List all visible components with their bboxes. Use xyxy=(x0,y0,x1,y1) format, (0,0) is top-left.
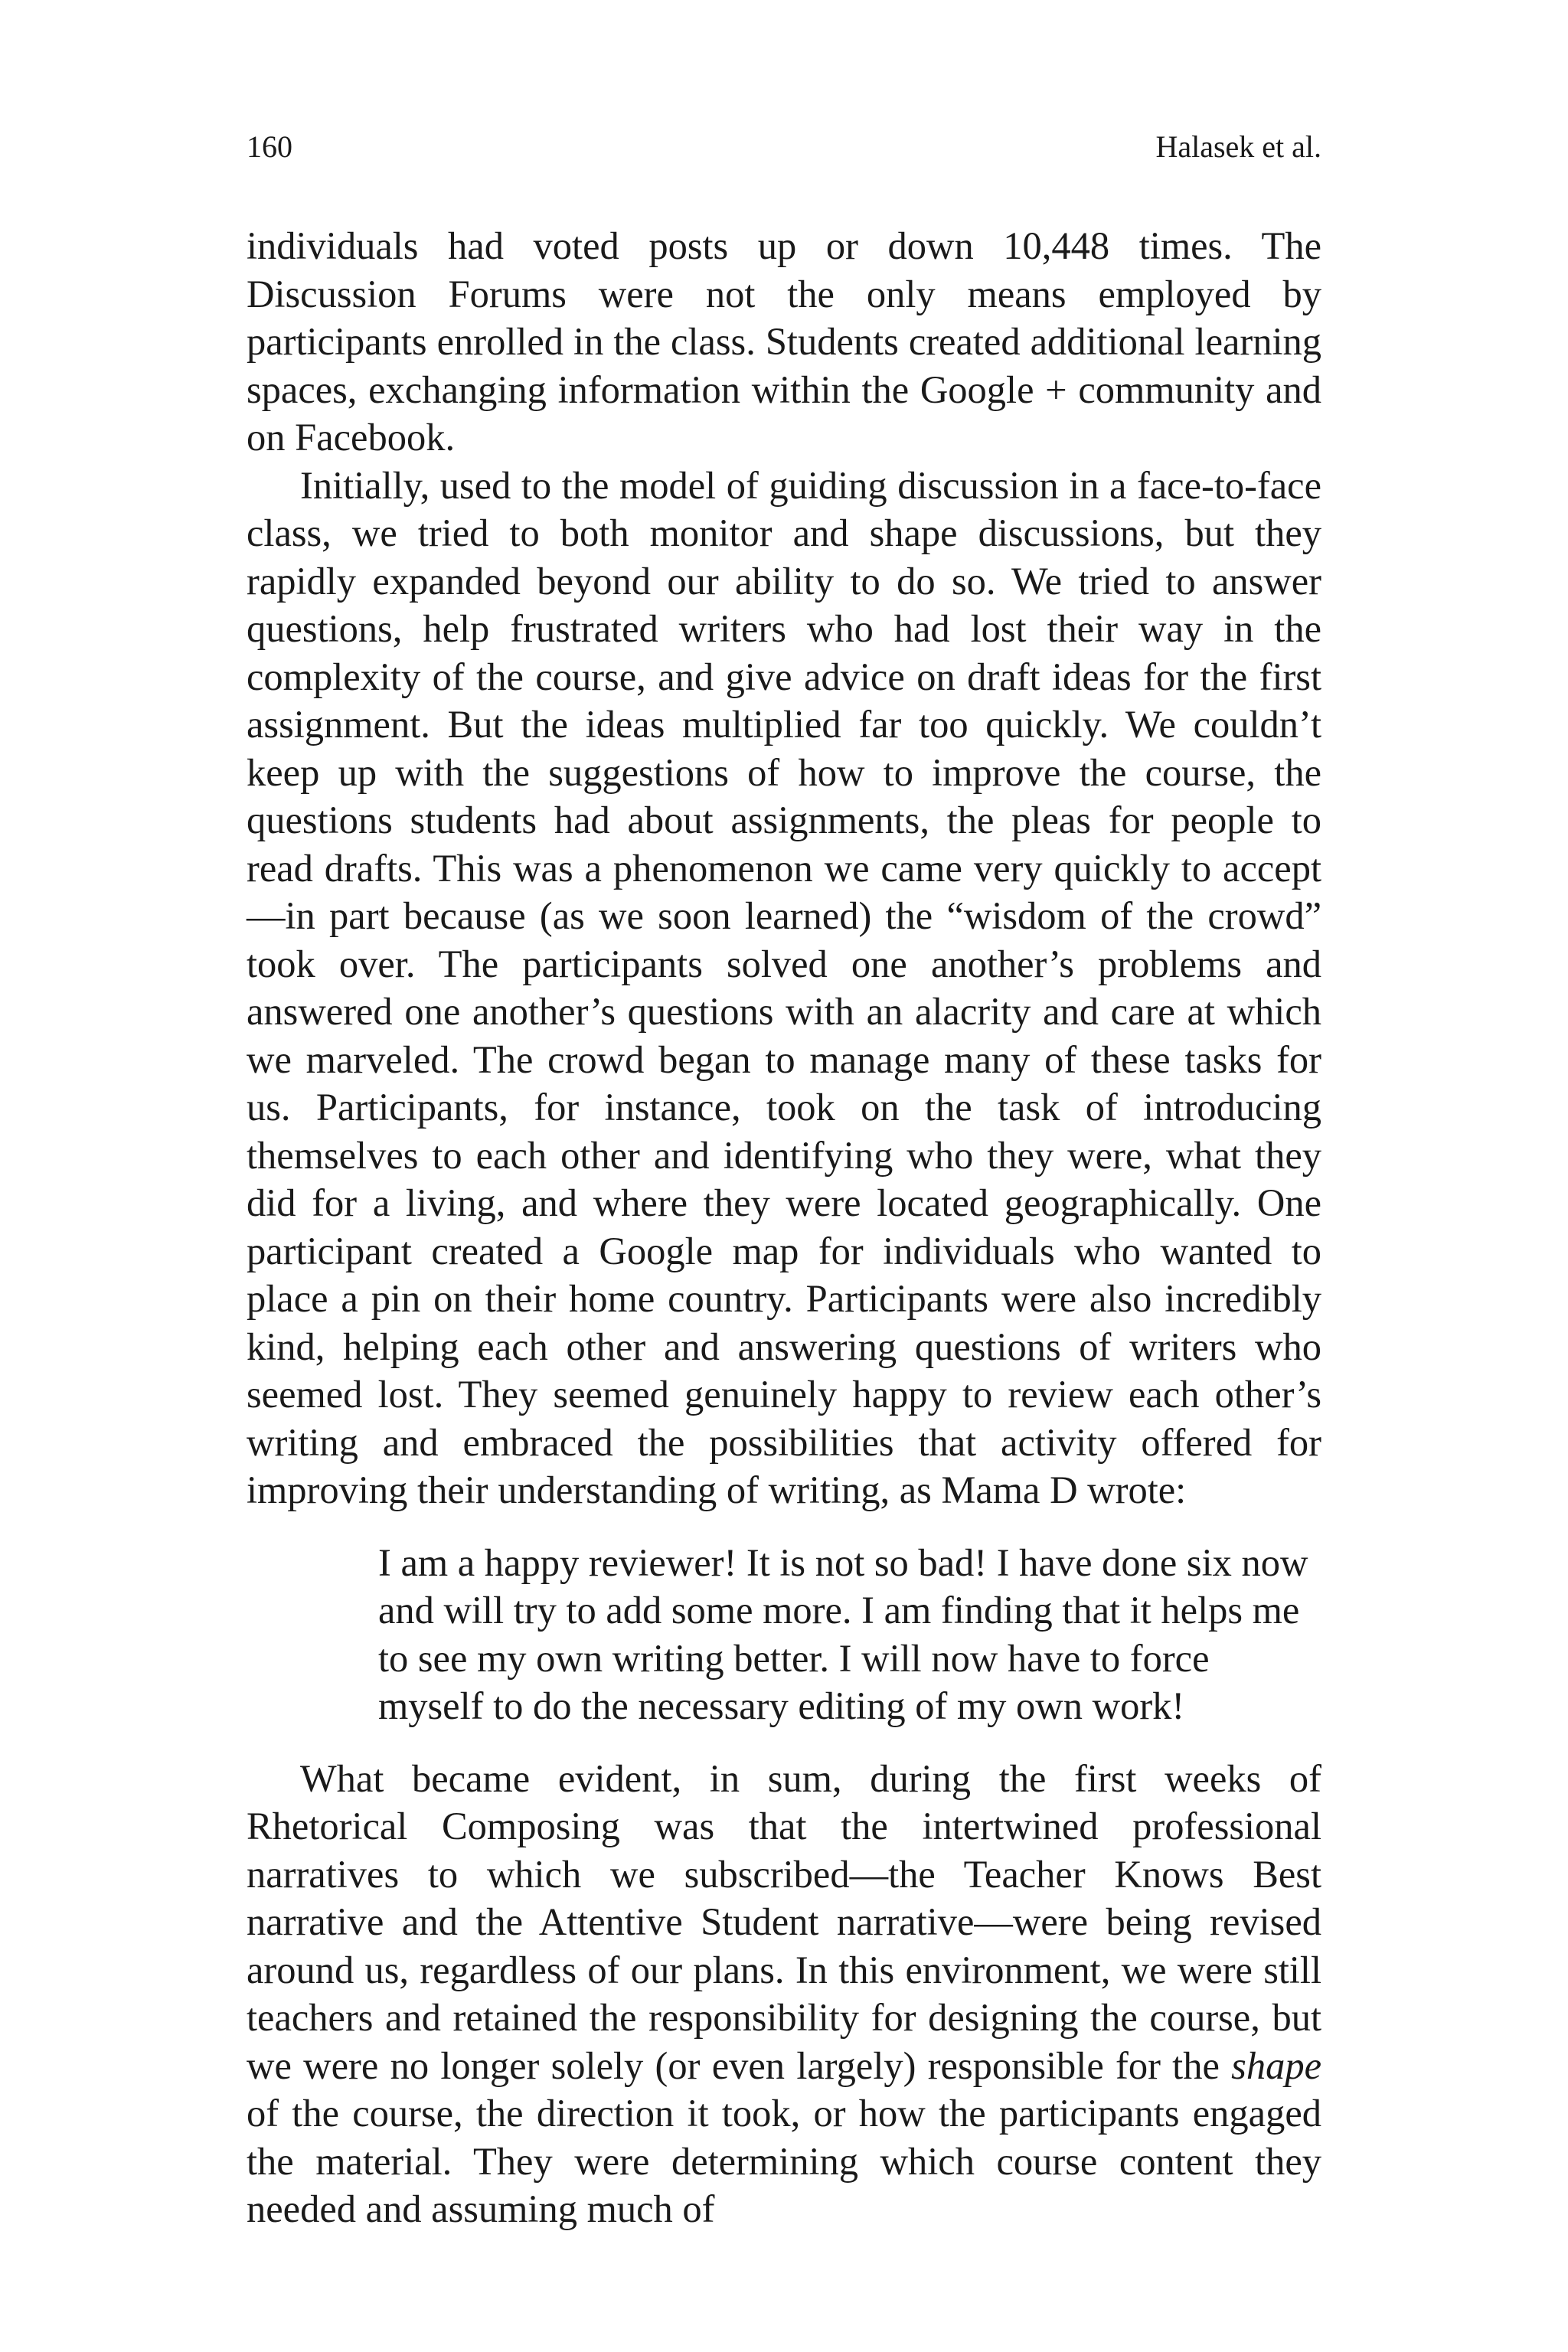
block-quote-text: I am a happy reviewer! It is not so bad! I have done six now and will try to add some more. I am finding that it helps me to see my own writing better. I will now have to force myself to do the necessary editing of my own work! xyxy=(378,1540,1308,1727)
running-head xyxy=(247,124,1321,170)
emphasis-shape: shape xyxy=(1231,2043,1321,2087)
running-title: Halasek et al. xyxy=(1155,129,1321,164)
paragraph-initially: Initially, used to the model of guiding discussion in a face-to-face class, we tried to both monitor and shape discussions, but they rapidly expanded beyond our ability to do so. We tried to answer questions, help frustrated writers who had lost their way in the complexity of the course, and give advice on draft ideas for the first assignment. But the ideas multiplied far too quickly. We couldn’t keep up with the suggestions of how to improve the course, the questions students had about assignments, the pleas for people to read drafts. This was a phenomenon we came very quickly to accept—in part because (as we soon learned) the “wisdom of the crowd” took over. The participants solved one another’s problems and answered one another’s questions with an alacrity and care at which we marveled. The crowd began to manage many of these tasks for us. Participants, for instance, took on the task of introducing themselves to each other and identifying who they were, what they did for a living, and where they were located geographically. One participant created a Google map for individuals who wanted to place a pin on their home country. Participants were also incredibly kind, helping each other and answering questions of writers who seemed lost. They seemed genuinely happy to review each other’s writing and embraced the possibilities that activity offered for improving their understanding of writing, as Mama D wrote: xyxy=(247,463,1321,1511)
block-quote xyxy=(378,1539,1321,1730)
paragraph-text-start: What became evident, in sum, during the first weeks of Rhetorical Composing was that the intertwined professional narratives to which we subscribed—the Teacher Knows Best narrative and the Attentive Student narrative—were being revised around us, regardless of our plans. In this environment, we were still teachers and retained the responsibility for designing the course, but we were no longer solely (or even largely) responsible for the xyxy=(247,1756,1321,2087)
page-number: 160 xyxy=(247,129,292,164)
paragraph-text-end: of the course, the direction it took, or how the participants engaged the material. They were determining which course content they needed and assuming much of xyxy=(247,2092,1321,2230)
paragraph-continued: individuals had voted posts up or down 10,448 times. The Discussion Forums were not the only means employed by participants enrolled in the class. Students created additional learning spaces, exchanging information within the Google + community and on Facebook. xyxy=(247,224,1321,459)
paragraph-what-became-evident xyxy=(247,1755,1321,2233)
body-text xyxy=(247,222,1321,2233)
